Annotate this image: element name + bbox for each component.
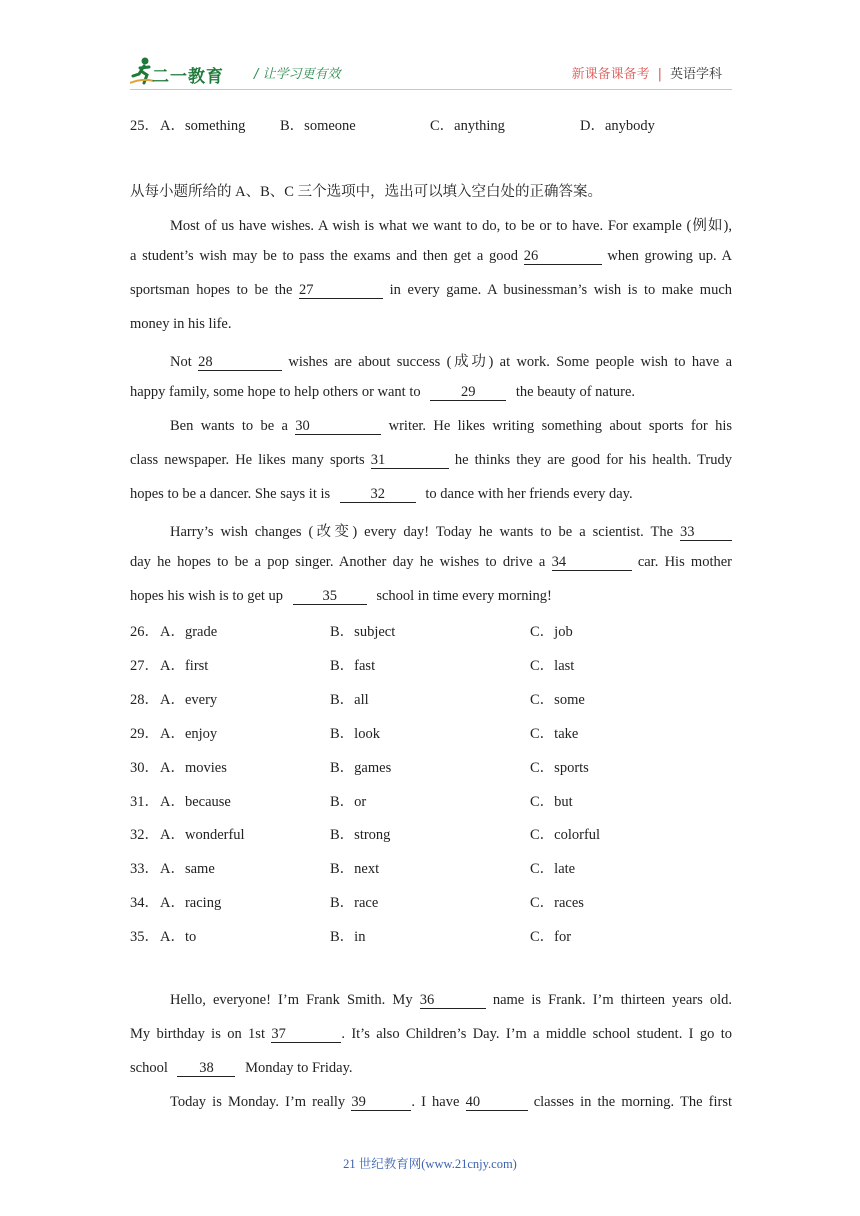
- passage-line: [130, 452, 732, 469]
- option-c: C．sports: [530, 759, 589, 776]
- question-number: 30．: [130, 759, 159, 776]
- logo-text: 二一教育: [152, 67, 224, 87]
- question-number: 32．: [130, 827, 159, 844]
- blank-31: 31: [371, 453, 449, 469]
- option-b: B．or: [330, 793, 367, 810]
- text-segment: Harry’s wish changes (改变) every day! Today he wants to be a scientist. The: [170, 524, 674, 540]
- question-number: 31．: [130, 793, 159, 810]
- option-b: B．subject: [330, 624, 396, 640]
- text-segment: car. His mother: [637, 554, 733, 570]
- option-c: C．races: [530, 895, 584, 912]
- header-tag: 新课备课备考: [571, 67, 650, 82]
- option-c: C．last: [530, 657, 575, 674]
- page-header: [130, 56, 732, 90]
- option-b: B．fast: [330, 657, 376, 674]
- text-segment: hopes to be a dancer. She says it is: [130, 486, 331, 502]
- option-a: A．every: [160, 691, 218, 708]
- passage-line: [130, 1026, 732, 1043]
- option-a: A．wonderful: [160, 827, 245, 844]
- option-c: C．for: [530, 929, 572, 946]
- text-segment: name is Frank. I’m thirteen years old.: [492, 992, 733, 1008]
- text-segment: sportsman hopes to be the: [130, 282, 293, 298]
- header-slogan: / 让学习更有效: [254, 67, 341, 82]
- option-a: A．enjoy: [160, 725, 218, 742]
- text-segment: the beauty of nature.: [515, 384, 636, 400]
- passage-line: [170, 418, 732, 435]
- text-segment: in every game. A businessman’s wish is to make much: [389, 282, 733, 298]
- option-c: C．colorful: [530, 827, 601, 844]
- instruction: 从每小题所给的 A、B、C 三个选项中，选出可以填入空白处的正确答案。: [130, 184, 603, 200]
- passage-line: Most of us have wishes. A wish is what we want to do, to be or to have. For example (例如),: [170, 218, 732, 234]
- text-segment: classes in the morning. The first: [533, 1094, 733, 1110]
- question-number: 27．: [130, 657, 159, 674]
- blank-39: 39: [351, 1095, 411, 1111]
- question-number: 26．: [130, 624, 159, 640]
- passage-line: [130, 554, 732, 571]
- text-segment: . I have: [411, 1094, 460, 1110]
- passage-line: money in his life.: [130, 316, 232, 332]
- option-b: B．games: [330, 759, 392, 776]
- passage-line: [170, 992, 732, 1009]
- text-segment: day he hopes to be a pop singer. Another day he wishes to drive a: [130, 554, 546, 570]
- text-segment: wishes are about success (成功) at work. Some people wish to have a: [288, 354, 733, 370]
- option-a: A．to: [160, 929, 197, 946]
- text-segment: school: [130, 1060, 168, 1076]
- option-b: B．in: [330, 929, 366, 946]
- text-segment: he thinks they are good for his health. Trudy: [454, 452, 733, 468]
- option-a: A．first: [160, 657, 209, 674]
- question-number: 25．: [130, 118, 159, 134]
- option-a: A．grade: [160, 624, 218, 640]
- text-segment: Hello, everyone! I’m Frank Smith. My: [170, 992, 413, 1008]
- passage-line: [130, 248, 732, 265]
- option-a: A．movies: [160, 759, 227, 776]
- header-subject-label: 英语学科: [669, 67, 722, 82]
- option-c: C．late: [530, 861, 576, 878]
- passage-line: [170, 350, 732, 371]
- passage-line: [130, 282, 732, 299]
- option-b: B．race: [330, 895, 379, 912]
- option-b: B．next: [330, 861, 380, 878]
- blank-32: 32: [340, 487, 416, 503]
- question-number: 28．: [130, 691, 159, 708]
- text-segment: writer. He likes writing something about sports for his: [388, 418, 733, 434]
- passage-line: [170, 520, 732, 541]
- passage-line: [170, 1094, 732, 1111]
- logo: [130, 56, 250, 88]
- text-segment: when growing up. A: [607, 248, 732, 264]
- blank-37: 37: [271, 1027, 341, 1043]
- blank-38: 38: [177, 1061, 235, 1077]
- passage-line: [130, 588, 552, 605]
- option-c: C．take: [530, 725, 579, 742]
- blank-26: 26: [524, 249, 602, 265]
- text-segment: school in time every morning!: [376, 588, 552, 604]
- text-segment: hopes his wish is to get up: [130, 588, 284, 604]
- text-segment: class newspaper. He likes many sports: [130, 452, 365, 468]
- option-c: C．some: [530, 691, 585, 708]
- text-segment: My birthday is on 1st: [130, 1026, 265, 1042]
- option-a: A．racing: [160, 895, 222, 912]
- passage-line: [130, 486, 633, 503]
- option-c: C．but: [530, 793, 573, 810]
- blank-36: 36: [420, 993, 486, 1009]
- option-b: B．strong: [330, 827, 391, 844]
- passage-line: [130, 1060, 353, 1077]
- text-segment: Ben wants to be a: [170, 418, 288, 434]
- header-separator: |: [657, 67, 662, 82]
- text-segment: Monday to Friday.: [245, 1060, 353, 1076]
- option-c: C．anything: [430, 118, 505, 134]
- page-footer: 21 世纪教育网(www.21cnjy.com): [343, 1157, 517, 1171]
- text-segment: a student’s wish may be to pass the exams and then get a good: [130, 248, 519, 264]
- blank-34: 34: [552, 555, 632, 571]
- header-subject: [572, 63, 722, 82]
- question-number: 33．: [130, 861, 159, 878]
- option-b: B．look: [330, 725, 380, 742]
- blank-35: 35: [293, 589, 367, 605]
- passage-line: [130, 384, 635, 401]
- question-number: 29．: [130, 725, 159, 742]
- text-segment: happy family, some hope to help others or want to: [130, 384, 421, 400]
- blank-27: 27: [299, 283, 383, 299]
- text-segment: to dance with her friends every day.: [425, 486, 633, 502]
- blank-29: 29: [430, 385, 506, 401]
- option-a: A．something: [160, 118, 246, 134]
- text-segment: Today is Monday. I’m really: [170, 1094, 346, 1110]
- option-a: A．because: [160, 793, 231, 810]
- blank-33: 33: [680, 525, 732, 541]
- text-segment: Not: [170, 354, 192, 370]
- option-a: A．same: [160, 861, 215, 878]
- question-number: 34．: [130, 895, 159, 912]
- option-c: C．job: [530, 624, 573, 640]
- option-b: B．all: [330, 691, 369, 708]
- header-divider: [130, 89, 732, 90]
- blank-28: 28: [198, 355, 282, 371]
- blank-30: 30: [295, 419, 381, 435]
- blank-40: 40: [466, 1095, 528, 1111]
- option-d: D．anybody: [580, 118, 655, 134]
- text-segment: . It’s also Children’s Day. I’m a middle school student. I go to: [341, 1026, 732, 1042]
- question-number: 35．: [130, 929, 159, 946]
- option-b: B．someone: [280, 118, 356, 134]
